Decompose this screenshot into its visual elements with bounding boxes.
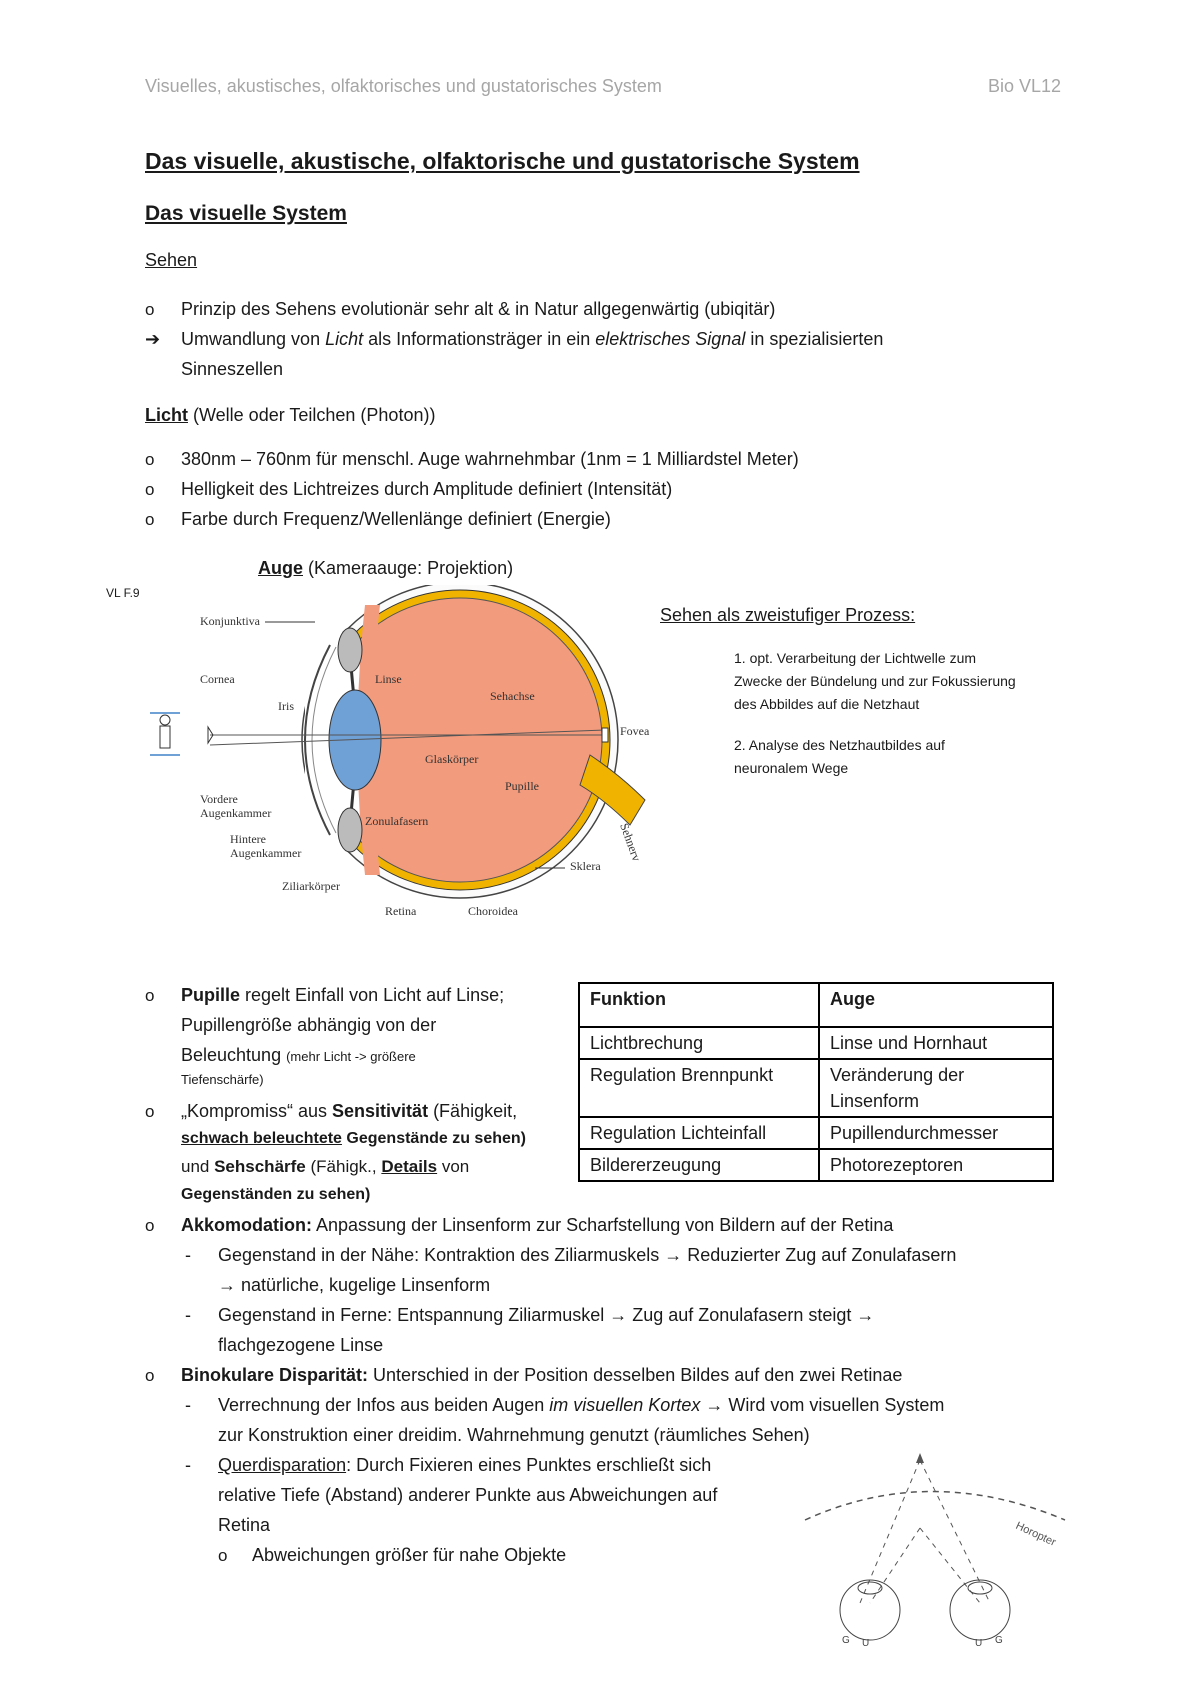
arrow-icon: ➔ bbox=[145, 329, 161, 349]
list-item-pupille: o Pupille regelt Einfall von Licht auf Linse; bbox=[145, 985, 505, 1005]
label-sehachse: Sehachse bbox=[490, 689, 535, 703]
svg-text:Augenkammer: Augenkammer bbox=[200, 806, 272, 820]
list-item-kompromiss: o „Kompromiss“ aus Sensitivität (Fähigkeit, bbox=[145, 1101, 518, 1121]
subheading-auge: Auge (Kameraauge: Projektion) bbox=[258, 558, 514, 578]
section-title: Das visuelle System bbox=[145, 202, 347, 225]
right-eye bbox=[950, 1580, 1010, 1640]
prozess-step-2: 2. Analyse des Netzhautbildes auf neuronalem Wege bbox=[734, 737, 945, 776]
subheading-sehen: Sehen bbox=[145, 250, 198, 270]
table-row: Regulation Lichteinfall Pupillendurchmesser bbox=[579, 1117, 1053, 1149]
table-header: Funktion Auge bbox=[579, 983, 1053, 1027]
arrow-item-cont: Sinneszellen bbox=[181, 359, 284, 379]
label-zonula: Zonulafasern bbox=[365, 814, 429, 828]
list-item-binokular: o Binokulare Disparität: Unterschied in der Position desselben Bildes auf den zwei Retinae bbox=[145, 1365, 903, 1385]
horopter-diagram bbox=[800, 1448, 1070, 1648]
label-pupille: Pupille bbox=[505, 779, 540, 793]
label-vordere: Vordere bbox=[200, 792, 238, 806]
label-ziliar: Ziliarkörper bbox=[282, 879, 340, 893]
label-konjunktiva: Konjunktiva bbox=[200, 614, 260, 628]
label-retina: Retina bbox=[385, 904, 417, 918]
label-choroidea: Choroidea bbox=[468, 904, 518, 918]
arrow-item: ➔ Umwandlung von Licht als Informationsträger in ein elektrisches Signal in spezialisierten bbox=[145, 329, 884, 349]
label-cornea: Cornea bbox=[200, 672, 235, 686]
list-item: o Helligkeit des Lichtreizes durch Amplitude definiert (Intensität) bbox=[145, 479, 673, 499]
svg-text:G: G bbox=[995, 1635, 1003, 1646]
subheading-licht: Licht (Welle oder Teilchen (Photon)) bbox=[145, 405, 436, 425]
label-linse: Linse bbox=[375, 672, 402, 686]
label-iris: Iris bbox=[278, 699, 294, 713]
list-item: o Prinzip des Sehens evolutionär sehr alt & in Natur allgegenwärtig (ubiqitär) bbox=[145, 299, 776, 319]
table-row: Regulation Brennpunkt Veränderung der Linsenform bbox=[579, 1059, 1053, 1117]
label-sklera: Sklera bbox=[570, 859, 601, 873]
page-title: Das visuelle, akustische, olfaktorische und gustatorische System bbox=[145, 148, 860, 174]
svg-text:Augenkammer: Augenkammer bbox=[230, 846, 302, 860]
list-item: o Farbe durch Frequenz/Wellenlänge definiert (Energie) bbox=[145, 509, 611, 529]
eye-diagram bbox=[150, 585, 650, 930]
prozess-step-1: 1. opt. Verarbeitung der Lichtwelle zum Zwecke der Bündelung und zur Fokussierung des Abbildes auf die Netzhaut bbox=[734, 650, 1016, 712]
svg-text:U: U bbox=[975, 1638, 983, 1648]
left-eye bbox=[840, 1580, 900, 1640]
header-title: Visuelles, akustisches, olfaktorisches und gustatorisches System bbox=[145, 76, 662, 96]
list-item-akkomodation: o Akkomodation: Anpassung der Linsenform zur Scharfstellung von Bildern auf der Retina bbox=[145, 1215, 894, 1235]
person-icon bbox=[150, 713, 180, 755]
svg-text:U: U bbox=[862, 1638, 870, 1648]
label-fovea: Fovea bbox=[620, 724, 650, 738]
table-row: Bildererzeugung Photorezeptoren bbox=[579, 1149, 1053, 1181]
funktion-table bbox=[578, 982, 1054, 1182]
prozess-heading: Sehen als zweistufiger Prozess: bbox=[660, 605, 916, 625]
list-item: o 380nm – 760nm für menschl. Auge wahrnehmbar (1nm = 1 Milliardstel Meter) bbox=[145, 449, 799, 469]
label-glaskoerper: Glaskörper bbox=[425, 752, 479, 766]
ciliary-body bbox=[338, 808, 362, 852]
figure-ref: VL F.9 bbox=[106, 586, 140, 600]
label-horopter: Horopter bbox=[1013, 1519, 1058, 1549]
label-hintere: Hintere bbox=[230, 832, 266, 846]
svg-text:G: G bbox=[842, 1635, 850, 1646]
header-course: Bio VL12 bbox=[988, 76, 1062, 96]
table-row: Lichtbrechung Linse und Hornhaut bbox=[579, 1027, 1053, 1059]
horopter-arc bbox=[805, 1492, 1065, 1521]
label-sehnerv: Sehnerv bbox=[617, 821, 644, 863]
